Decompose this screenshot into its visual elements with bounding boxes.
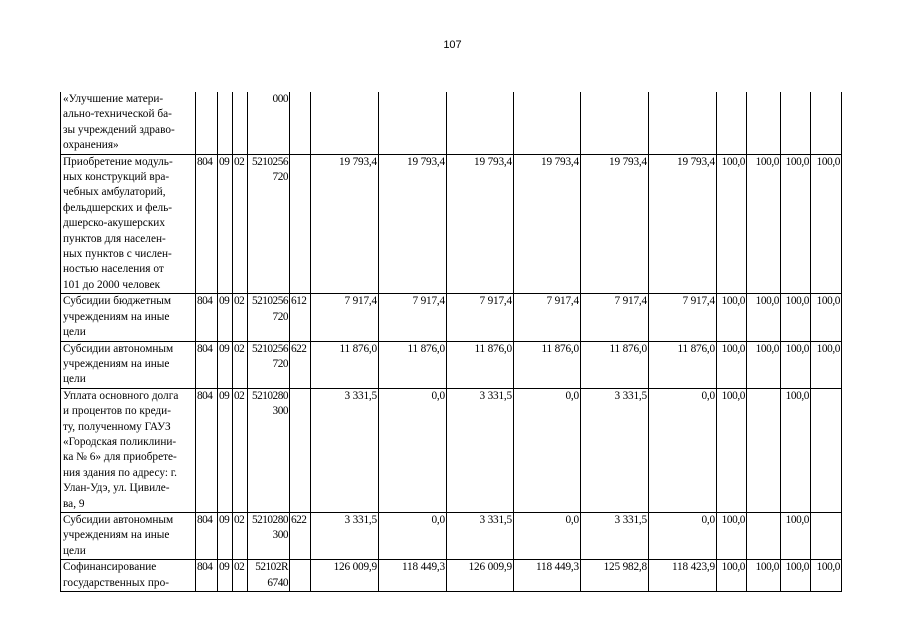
cell-row-name: Софинансирование государственных про- <box>61 560 196 592</box>
cell-amount-6 <box>649 92 717 154</box>
table-row <box>61 92 842 154</box>
cell-subsection-code: 02 <box>233 341 248 388</box>
cell-percent-2 <box>747 388 781 512</box>
cell-admin-code: 804 <box>196 154 218 294</box>
cell-percent-1: 100,0 <box>717 560 747 592</box>
cell-amount-6: 0,0 <box>649 388 717 512</box>
cell-target-article-code: 5210256 720 <box>248 294 290 341</box>
cell-target-article-code: 52102R 6740 <box>248 560 290 592</box>
cell-amount-4: 118 449,3 <box>514 560 581 592</box>
cell-percent-3 <box>781 92 811 154</box>
cell-percent-1: 100,0 <box>717 341 747 388</box>
cell-percent-4 <box>811 92 842 154</box>
cell-row-name: Субсидии автономным учреждениям на иные цели <box>61 341 196 388</box>
cell-percent-1: 100,0 <box>717 154 747 294</box>
cell-percent-2: 100,0 <box>747 154 781 294</box>
cell-amount-2 <box>379 92 447 154</box>
cell-amount-4: 0,0 <box>514 512 581 559</box>
cell-amount-6: 118 423,9 <box>649 560 717 592</box>
cell-percent-4 <box>811 388 842 512</box>
cell-expense-type-code <box>290 560 311 592</box>
cell-percent-1: 100,0 <box>717 512 747 559</box>
cell-target-article-code: 5210256 720 <box>248 154 290 294</box>
cell-amount-3: 7 917,4 <box>447 294 514 341</box>
cell-amount-3: 11 876,0 <box>447 341 514 388</box>
cell-row-name: Субсидии автономным учреждениям на иные цели <box>61 512 196 559</box>
cell-expense-type-code: 612 <box>290 294 311 341</box>
table-row <box>61 560 842 592</box>
cell-amount-5: 11 876,0 <box>581 341 649 388</box>
cell-amount-4 <box>514 92 581 154</box>
table-body <box>61 92 842 592</box>
cell-admin-code: 804 <box>196 294 218 341</box>
cell-amount-2: 0,0 <box>379 388 447 512</box>
budget-table <box>60 92 842 592</box>
cell-percent-2: 100,0 <box>747 294 781 341</box>
cell-amount-2: 0,0 <box>379 512 447 559</box>
cell-amount-6: 19 793,4 <box>649 154 717 294</box>
cell-amount-4: 19 793,4 <box>514 154 581 294</box>
cell-row-name: Приобретение модуль- ных конструкций вра- чебных амбулаторий, фельдшерских и фель- дшерско-акушерских пунктов для населен- ных пунктов с числен- ностью населения от 101 до 2000 человек <box>61 154 196 294</box>
cell-amount-3: 19 793,4 <box>447 154 514 294</box>
cell-row-name: Уплата основного долга и процентов по креди- ту, полученному ГАУЗ «Городская поликлини- ка № 6» для приобрете- ния здания по адресу: г. Улан-Удэ, ул. Цивиле- ва, 9 <box>61 388 196 512</box>
cell-target-article-code: 000 <box>248 92 290 154</box>
table-row <box>61 388 842 512</box>
cell-amount-3 <box>447 92 514 154</box>
cell-amount-1 <box>311 92 379 154</box>
cell-amount-1: 7 917,4 <box>311 294 379 341</box>
cell-amount-3: 3 331,5 <box>447 388 514 512</box>
cell-target-article-code: 5210280 300 <box>248 388 290 512</box>
cell-admin-code: 804 <box>196 341 218 388</box>
cell-admin-code <box>196 92 218 154</box>
cell-percent-2 <box>747 512 781 559</box>
cell-target-article-code: 5210256 720 <box>248 341 290 388</box>
table-row <box>61 512 842 559</box>
cell-amount-1: 11 876,0 <box>311 341 379 388</box>
cell-subsection-code <box>233 92 248 154</box>
cell-expense-type-code: 622 <box>290 341 311 388</box>
cell-percent-4 <box>811 512 842 559</box>
cell-percent-2: 100,0 <box>747 560 781 592</box>
cell-section-code <box>218 92 233 154</box>
cell-amount-5: 19 793,4 <box>581 154 649 294</box>
cell-percent-4: 100,0 <box>811 294 842 341</box>
cell-percent-3: 100,0 <box>781 512 811 559</box>
cell-percent-3: 100,0 <box>781 388 811 512</box>
cell-amount-1: 3 331,5 <box>311 512 379 559</box>
cell-amount-4: 0,0 <box>514 388 581 512</box>
cell-percent-1: 100,0 <box>717 294 747 341</box>
page-number: 107 <box>443 39 462 51</box>
cell-percent-3: 100,0 <box>781 154 811 294</box>
cell-subsection-code: 02 <box>233 560 248 592</box>
cell-percent-4: 100,0 <box>811 154 842 294</box>
cell-percent-3: 100,0 <box>781 560 811 592</box>
cell-expense-type-code: 622 <box>290 512 311 559</box>
cell-subsection-code: 02 <box>233 294 248 341</box>
cell-expense-type-code <box>290 154 311 294</box>
cell-subsection-code: 02 <box>233 388 248 512</box>
cell-amount-6: 0,0 <box>649 512 717 559</box>
cell-amount-3: 126 009,9 <box>447 560 514 592</box>
cell-admin-code: 804 <box>196 512 218 559</box>
cell-admin-code: 804 <box>196 560 218 592</box>
cell-percent-2 <box>747 92 781 154</box>
cell-amount-3: 3 331,5 <box>447 512 514 559</box>
cell-percent-3: 100,0 <box>781 341 811 388</box>
cell-percent-2: 100,0 <box>747 341 781 388</box>
cell-row-name: «Улучшение матери- ально-технической ба- зы учреждений здраво- охранения» <box>61 92 196 154</box>
cell-percent-4: 100,0 <box>811 560 842 592</box>
cell-percent-3: 100,0 <box>781 294 811 341</box>
cell-amount-2: 118 449,3 <box>379 560 447 592</box>
cell-subsection-code: 02 <box>233 512 248 559</box>
cell-section-code: 09 <box>218 560 233 592</box>
cell-amount-4: 11 876,0 <box>514 341 581 388</box>
cell-amount-1: 3 331,5 <box>311 388 379 512</box>
cell-target-article-code: 5210280 300 <box>248 512 290 559</box>
cell-amount-5 <box>581 92 649 154</box>
cell-expense-type-code <box>290 388 311 512</box>
cell-subsection-code: 02 <box>233 154 248 294</box>
cell-admin-code: 804 <box>196 388 218 512</box>
cell-percent-1 <box>717 92 747 154</box>
cell-amount-6: 11 876,0 <box>649 341 717 388</box>
cell-amount-1: 19 793,4 <box>311 154 379 294</box>
cell-amount-5: 3 331,5 <box>581 512 649 559</box>
table-row <box>61 294 842 341</box>
cell-row-name: Субсидии бюджетным учреждениям на иные цели <box>61 294 196 341</box>
cell-section-code: 09 <box>218 341 233 388</box>
cell-amount-5: 125 982,8 <box>581 560 649 592</box>
cell-amount-4: 7 917,4 <box>514 294 581 341</box>
cell-section-code: 09 <box>218 294 233 341</box>
cell-section-code: 09 <box>218 512 233 559</box>
table-row <box>61 154 842 294</box>
cell-amount-5: 7 917,4 <box>581 294 649 341</box>
cell-expense-type-code <box>290 92 311 154</box>
cell-percent-4: 100,0 <box>811 341 842 388</box>
cell-section-code: 09 <box>218 154 233 294</box>
cell-amount-6: 7 917,4 <box>649 294 717 341</box>
cell-amount-5: 3 331,5 <box>581 388 649 512</box>
cell-percent-1: 100,0 <box>717 388 747 512</box>
cell-section-code: 09 <box>218 388 233 512</box>
cell-amount-2: 11 876,0 <box>379 341 447 388</box>
cell-amount-1: 126 009,9 <box>311 560 379 592</box>
table-row <box>61 341 842 388</box>
cell-amount-2: 19 793,4 <box>379 154 447 294</box>
cell-amount-2: 7 917,4 <box>379 294 447 341</box>
